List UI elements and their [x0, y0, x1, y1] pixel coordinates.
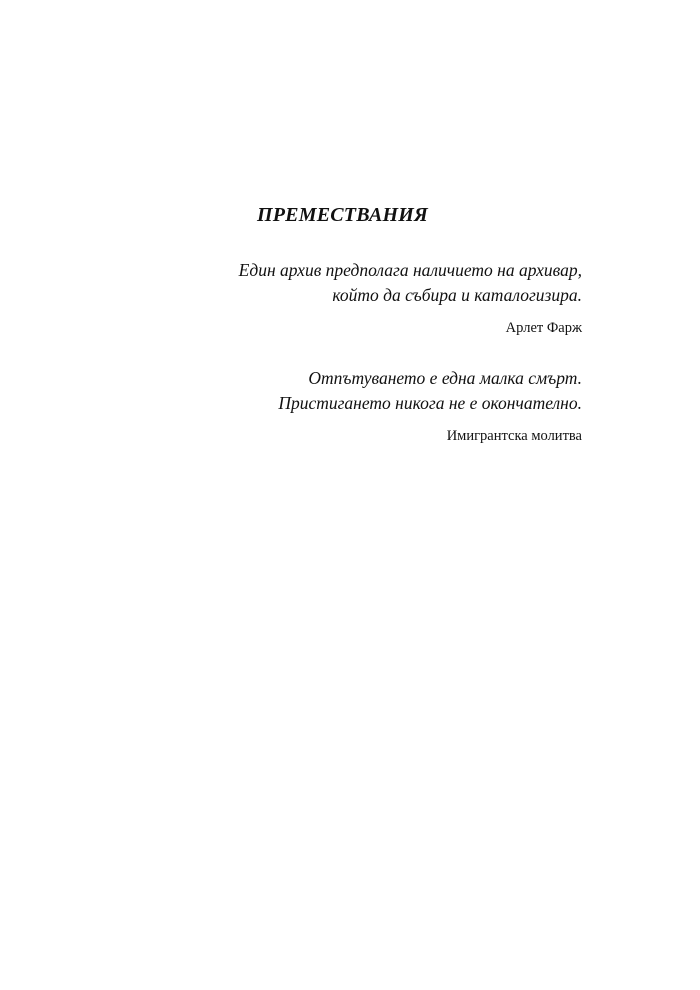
chapter-title: ПРЕМЕСТВАНИЯ: [257, 204, 429, 226]
epigraph: [142, 366, 582, 446]
epigraph-author: Имигрантска молитва: [446, 428, 582, 444]
epigraph-quote-line: Отпътуването е една малка смърт.: [308, 368, 582, 388]
epigraph: [142, 258, 582, 338]
epigraph-quote-line: Един архив предполага наличието на архивар,: [238, 260, 582, 280]
epigraph-quote-line: който да събира и каталогизира.: [332, 285, 582, 305]
epigraph-quote-line: Пристигането никога не е окончателно.: [278, 393, 582, 413]
epigraph-author: Арлет Фарж: [505, 320, 582, 336]
